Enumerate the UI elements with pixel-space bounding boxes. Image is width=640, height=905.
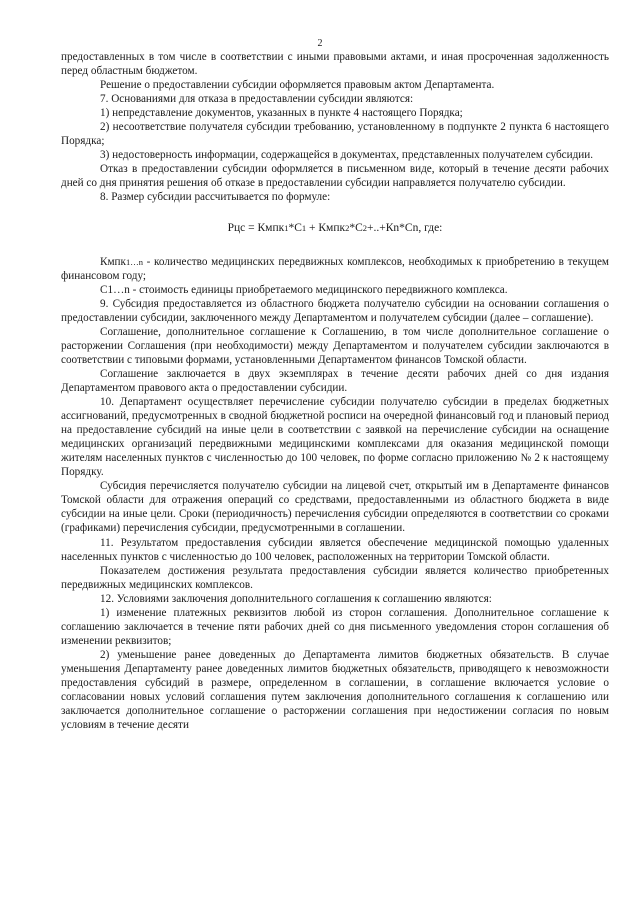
- paragraph-group-2: [61, 297, 609, 732]
- paragraph: 10. Департамент осуществляет перечисление субсидии получателю субсидии в пределах бюджетных ассигнований, предусмотренных в сводной бюджетной росписи на очередной финансовый год и плановый период на предоставление субсидий на иные цели в соответствии с заявкой на перечисление субсидии на оснащение медицинских организаций передвижными медицинскими комплексами для оказания медицинской помощи жителям населенных пунктов с численностью до 100 человек, по форме согласно приложению № 2 к настоящему Порядку.: [61, 396, 609, 479]
- formula-term2-mid: *С: [349, 221, 363, 234]
- definition-symbol: С: [100, 283, 108, 296]
- document-body: [61, 50, 609, 732]
- definition-symbol: Кмпк: [100, 255, 126, 268]
- paragraph: Показателем достижения результата предоставления субсидии является количество приобретенных передвижных медицинских комплексов.: [61, 564, 609, 591]
- definition-c: [61, 283, 609, 297]
- paragraph: предоставленных в том числе в соответствии с иными правовыми актами, и иная просроченная задолженность перед областным бюджетом.: [61, 51, 609, 78]
- formula-plus: +: [306, 221, 319, 234]
- paragraph: 1) изменение платежных реквизитов любой из сторон соглашения. Дополнительное соглашение к соглашению заключается в течение пяти рабочих дней со дня письменного уведомления сторон соглашения об изменении реквизитов;: [61, 606, 609, 647]
- paragraph: Соглашение заключается в двух экземплярах в течение десяти рабочих дней со дня издания Департаментом правового акта о предоставлении субсидии.: [61, 367, 609, 394]
- formula: [61, 221, 609, 235]
- formula-term1: Кмпк: [257, 221, 285, 234]
- definition-range: 1…n: [107, 283, 130, 296]
- paragraph: 1) непредставление документов, указанных в пункте 4 настоящего Порядка;: [100, 107, 463, 120]
- paragraph: 12. Условиями заключения дополнительного соглашения к соглашению являются:: [100, 592, 492, 605]
- paragraph-group-1: [61, 50, 609, 205]
- paragraph: Соглашение, дополнительное соглашение к Соглашению, в том числе дополнительное соглашение о расторжении Соглашения (при необходимости) между Департаментом и получателем субсидии заключаются в соответствии с типовыми формами, установленными Департаментом финансов Томской области.: [61, 325, 609, 366]
- formula-sub: 2: [345, 222, 350, 233]
- formula-term2: Кмпк: [318, 221, 346, 234]
- paragraph: Субсидия перечисляется получателю субсидии на лицевой счет, открытый им в Департаменте финансов Томской области для отражения операций со средствами, предоставленными из областного бюджета в виде субсидии на иные цели. Сроки (периодичность) перечисления субсидии определяются в соответствии со сроками (графиками) перечисления субсидии, предусмотренными в соглашении.: [61, 480, 609, 535]
- formula-term3: +..+Кn*Сn, где:: [367, 221, 443, 234]
- paragraph: 2) несоответствие получателя субсидии требованию, установленному в подпункте 2 пункта 6 настоящего Порядка;: [61, 121, 609, 148]
- paragraph: 7. Основаниями для отказа в предоставлении субсидии являются:: [100, 93, 414, 106]
- paragraph: 11. Результатом предоставления субсидии является обеспечение медицинской помощью удаленных населенных пунктов с численностью до 100 человек, расположенных на территории Томской области.: [61, 536, 609, 563]
- paragraph: 3) недостоверность информации, содержащейся в документах, представленных получателем субсидии.: [100, 149, 594, 162]
- formula-term1-mid: *С: [288, 221, 302, 234]
- paragraph: 9. Субсидия предоставляется из областного бюджета получателю субсидии на основании соглашения о предоставлении субсидии, заключенного между Департаментом и получателем субсидии (далее – соглашение).: [61, 297, 609, 324]
- formula-lhs: Рцс =: [227, 221, 258, 234]
- definition-text: - стоимость единицы приобретаемого медицинского передвижного комплекса.: [129, 283, 508, 296]
- definition-range: 1…n: [125, 256, 143, 267]
- paragraph: Отказ в предоставлении субсидии оформляется в письменном виде, который в течение десяти рабочих дней со дня принятия решения об отказе в предоставлении субсидии направляется получателю субсидии.: [61, 163, 609, 190]
- page-number: 2: [317, 38, 323, 49]
- definition-text: - количество медицинских передвижных комплексов, необходимых к приобретению в текущем финансовом году;: [61, 255, 609, 282]
- paragraph: Решение о предоставлении субсидии оформляется правовым актом Департамента.: [100, 79, 495, 92]
- formula-sub: 1: [284, 222, 289, 233]
- formula-sub: 2: [362, 222, 368, 233]
- paragraph: 8. Размер субсидии рассчитывается по формуле:: [100, 191, 331, 204]
- paragraph: 2) уменьшение ранее доведенных до Департамента лимитов бюджетных обязательств. В случае уменьшения Департаменту ранее доведенных лимитов бюджетных обязательств, приводящего к невозможности предоставления субсидий в размере, определенном в соглашении, в соглашение включается условие о согласовании новых условий соглашения путем заключения дополнительного соглашения к соглашению или заключается дополнительное соглашение о расторжении соглашения при недостижении согласия по новым условиям в течение десяти: [61, 648, 609, 732]
- formula-sub: 1: [301, 222, 307, 233]
- definition-k: [61, 255, 609, 283]
